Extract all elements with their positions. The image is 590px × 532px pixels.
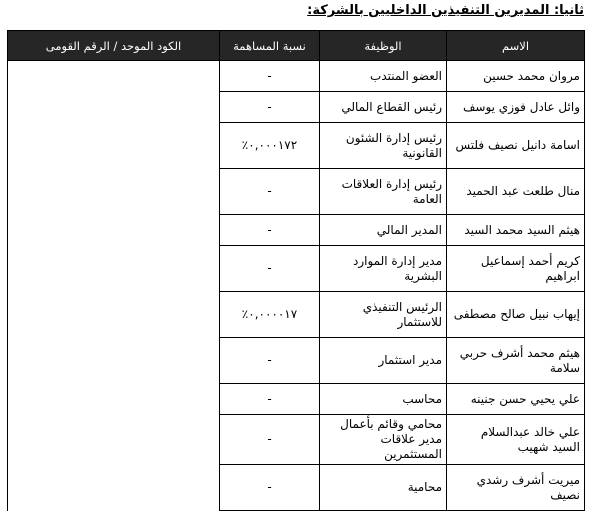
cell-share: - (220, 92, 320, 123)
cell-title: المدير المالي (320, 215, 447, 246)
cell-title: العضو المنتدب (320, 61, 447, 92)
cell-title: محاسب (320, 384, 447, 415)
cell-name: ميريت أشرف رشدي نصيف (447, 465, 585, 511)
cell-share: - (220, 169, 320, 215)
cell-title: الرئيس التنفيذي للاستثمار (320, 292, 447, 338)
cell-name: هيثم السيد محمد السيد (447, 215, 585, 246)
table-row (8, 92, 585, 123)
cell-code (8, 292, 220, 338)
cell-title: رئيس إدارة العلاقات العامة (320, 169, 447, 215)
section-heading: ثانيا: المديرين التنفيذين الداخليين بالشركة: (307, 3, 584, 18)
cell-title: رئيس القطاع المالي (320, 92, 447, 123)
table-row (8, 123, 585, 169)
cell-title: محامية (320, 465, 447, 511)
cell-name: وائل عادل فوزي يوسف (447, 92, 585, 123)
header-code: الكود الموحد / الرقم القومى (8, 31, 220, 61)
cell-code (8, 384, 220, 415)
cell-name: علي خالد عبدالسلام السيد شهيب (447, 415, 585, 465)
cell-code (8, 61, 220, 92)
cell-title: محامي وقائم بأعمال مدير علاقات المستثمرين (320, 415, 447, 465)
cell-title: مدير إدارة الموارد البشرية (320, 246, 447, 292)
cell-code (8, 246, 220, 292)
cell-title: مدير استثمار (320, 338, 447, 384)
cell-code (8, 415, 220, 465)
cell-share: - (220, 338, 320, 384)
table-row (8, 61, 585, 92)
cell-share: - (220, 61, 320, 92)
cell-name: كريم أحمد إسماعيل ابراهيم (447, 246, 585, 292)
table-row (8, 415, 585, 465)
header-name: الاسم (447, 31, 585, 61)
cell-code (8, 169, 220, 215)
cell-name: هيثم محمد أشرف حربي سلامة (447, 338, 585, 384)
cell-share: - (220, 246, 320, 292)
cell-share: - (220, 384, 320, 415)
cell-name: علي يحيي حسن جنينه (447, 384, 585, 415)
cell-share: - (220, 465, 320, 511)
cell-code (8, 465, 220, 511)
header-title: الوظيفة (320, 31, 447, 61)
cell-code (8, 123, 220, 169)
table-row (8, 384, 585, 415)
table-header-row (8, 31, 585, 61)
cell-share: ٠,٠٠٠١٧٢٪ (220, 123, 320, 169)
table-row (8, 246, 585, 292)
cell-name: إيهاب نبيل صالح مصطفى (447, 292, 585, 338)
cell-name: منال طلعت عبد الحميد (447, 169, 585, 215)
cell-code (8, 215, 220, 246)
executives-table (7, 30, 585, 511)
table-row (8, 215, 585, 246)
table-row (8, 465, 585, 511)
cell-code (8, 92, 220, 123)
table-row (8, 292, 585, 338)
cell-share: - (220, 215, 320, 246)
table-row (8, 169, 585, 215)
header-share: نسبة المساهمة (220, 31, 320, 61)
cell-code (8, 338, 220, 384)
cell-share: - (220, 415, 320, 465)
table-row (8, 338, 585, 384)
cell-name: اسامة دانيل نصيف فلتس (447, 123, 585, 169)
cell-name: مروان محمد حسين (447, 61, 585, 92)
cell-title: رئيس إدارة الشئون القانونية (320, 123, 447, 169)
cell-share: ٠,٠٠٠٠١٧٪ (220, 292, 320, 338)
